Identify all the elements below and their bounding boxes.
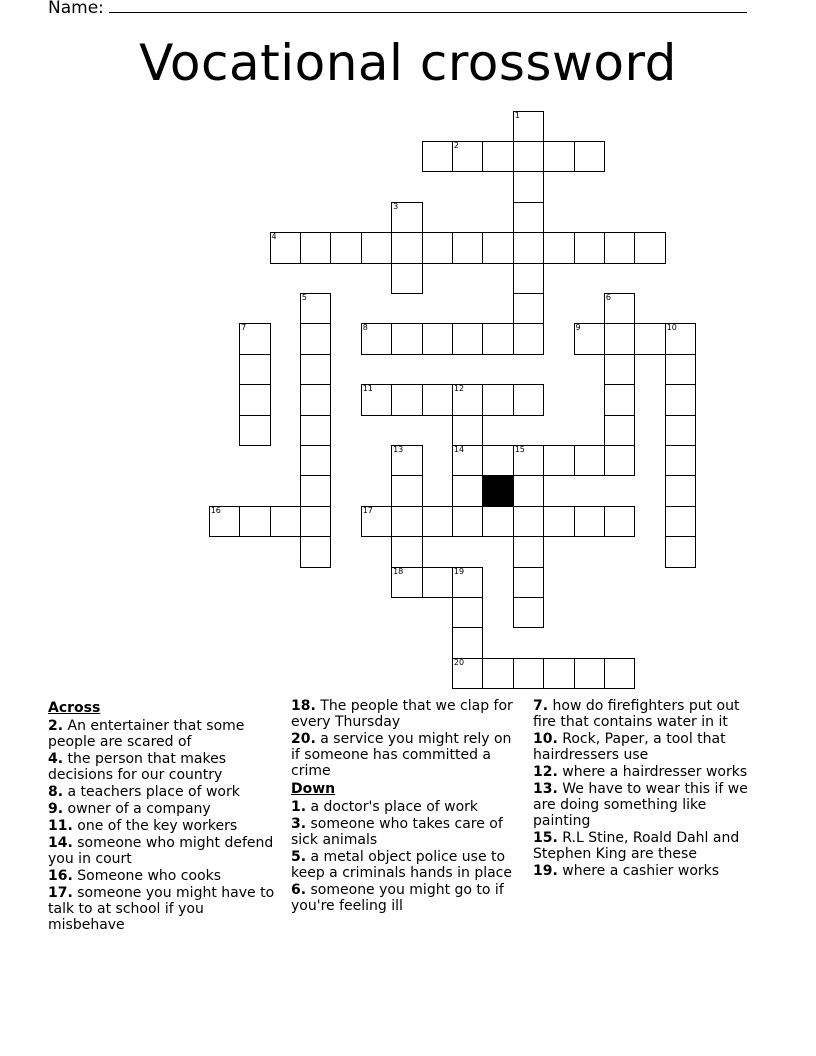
grid-cell[interactable] <box>513 475 545 507</box>
clue-number-label: 1. <box>291 799 307 815</box>
grid-cell[interactable] <box>604 384 636 416</box>
across-clue-list <box>48 718 280 933</box>
grid-cell[interactable] <box>300 506 332 538</box>
clue-number: 7 <box>241 323 247 333</box>
clue-text: someone you might go to if you're feeling ill <box>291 882 504 914</box>
clue-number: 1 <box>514 110 520 120</box>
grid-cell[interactable] <box>482 141 514 173</box>
grid-cell[interactable] <box>543 658 575 690</box>
grid-cell[interactable] <box>513 111 545 143</box>
clue-item <box>533 731 765 763</box>
clue-number: 9 <box>575 323 581 333</box>
clue-item <box>291 882 523 914</box>
grid-cell[interactable] <box>513 445 545 477</box>
clue-item <box>48 818 280 834</box>
clue-number-label: 2. <box>48 718 64 734</box>
grid-cell[interactable] <box>604 323 636 355</box>
grid-cell[interactable] <box>422 232 454 264</box>
clue-number-label: 20. <box>291 731 316 747</box>
grid-cell[interactable] <box>634 323 666 355</box>
grid-cell[interactable] <box>391 445 423 477</box>
grid-cell[interactable] <box>300 415 332 447</box>
grid-cell[interactable] <box>665 506 697 538</box>
grid-cell[interactable] <box>239 354 271 386</box>
grid-cell[interactable] <box>239 323 271 355</box>
clue-text: a service you might rely on if someone has committed a crime <box>291 731 512 779</box>
grid-cell[interactable] <box>391 506 423 538</box>
grid-cell[interactable] <box>422 141 454 173</box>
grid-cell[interactable] <box>239 415 271 447</box>
grid-cell[interactable] <box>513 202 545 234</box>
grid-cell[interactable] <box>452 475 484 507</box>
grid-cell[interactable] <box>543 232 575 264</box>
grid-cell[interactable] <box>482 658 514 690</box>
grid-cell[interactable] <box>482 445 514 477</box>
grid-cell[interactable] <box>574 445 606 477</box>
grid-cell[interactable] <box>513 597 545 629</box>
grid-cell[interactable] <box>270 506 302 538</box>
clue-text: the person that makes decisions for our country <box>48 751 226 783</box>
across-clue-list-continued <box>291 698 523 779</box>
grid-cell[interactable] <box>543 141 575 173</box>
grid-cell[interactable] <box>543 445 575 477</box>
clue-number: 19 <box>453 566 465 576</box>
clue-text: An entertainer that some people are scared of <box>48 718 245 750</box>
grid-cell[interactable] <box>513 384 545 416</box>
grid-cell[interactable] <box>482 323 514 355</box>
grid-cell[interactable] <box>665 536 697 568</box>
clue-number-label: 18. <box>291 698 316 714</box>
grid-cell[interactable] <box>452 567 484 599</box>
grid-cell[interactable] <box>391 567 423 599</box>
grid-cell[interactable] <box>270 232 302 264</box>
grid-cell[interactable] <box>604 445 636 477</box>
grid-cell[interactable] <box>452 445 484 477</box>
clue-number-label: 19. <box>533 863 558 879</box>
clue-item <box>48 784 280 800</box>
clue-text: a doctor's place of work <box>306 799 479 815</box>
clue-number-label: 8. <box>48 784 64 800</box>
clue-text: We have to wear this if we are doing something like painting <box>533 781 748 829</box>
grid-cell[interactable] <box>452 658 484 690</box>
grid-cell[interactable] <box>239 384 271 416</box>
clue-item <box>48 835 280 867</box>
clue-number: 10 <box>666 323 677 333</box>
grid-cell[interactable] <box>422 323 454 355</box>
clue-item <box>533 830 765 862</box>
down-heading: Down <box>291 781 336 797</box>
grid-cell[interactable] <box>300 445 332 477</box>
grid-cell[interactable] <box>391 263 423 295</box>
grid-cell[interactable] <box>452 141 484 173</box>
clue-item <box>48 751 280 783</box>
clue-number-label: 7. <box>533 698 549 714</box>
clue-text: Someone who cooks <box>72 868 222 884</box>
clue-item <box>48 885 280 933</box>
grid-cell[interactable] <box>513 263 545 295</box>
page-title: Vocational crossword <box>139 34 677 92</box>
clue-text: a metal object police use to keep a criminals hands in place <box>291 849 512 881</box>
clue-item <box>48 718 280 750</box>
grid-cell[interactable] <box>574 506 606 538</box>
clue-text: someone who might defend you in court <box>48 835 274 867</box>
grid-cell[interactable] <box>361 384 393 416</box>
clue-number: 18 <box>393 566 404 576</box>
grid-cell[interactable] <box>361 323 393 355</box>
clues-column-2 <box>291 698 523 915</box>
grid-cell[interactable] <box>300 293 332 325</box>
grid-cell[interactable] <box>391 384 423 416</box>
clue-number: 13 <box>393 444 404 454</box>
grid-cell[interactable] <box>452 384 484 416</box>
down-clue-list <box>291 799 523 914</box>
grid-cell[interactable] <box>422 384 454 416</box>
grid-cell[interactable] <box>513 506 545 538</box>
grid-cell[interactable] <box>574 658 606 690</box>
clue-text: The people that we clap for every Thursday <box>291 698 513 730</box>
grid-cell[interactable] <box>452 323 484 355</box>
clue-text: where a cashier works <box>557 863 720 879</box>
clue-number: 6 <box>605 292 611 302</box>
clue-text: Rock, Paper, a tool that hairdressers use <box>533 731 726 763</box>
down-clue-list-continued <box>533 698 765 879</box>
clue-number: 17 <box>362 505 373 515</box>
clue-number: 15 <box>514 444 525 454</box>
clue-number: 11 <box>362 384 373 394</box>
grid-cell[interactable] <box>452 506 484 538</box>
clue-number-label: 3. <box>291 816 307 832</box>
grid-cell[interactable] <box>513 232 545 264</box>
grid-cell[interactable] <box>604 658 636 690</box>
grid-cell[interactable] <box>665 354 697 386</box>
grid-cell[interactable] <box>574 232 606 264</box>
clue-number: 16 <box>210 505 221 515</box>
grid-cell[interactable] <box>452 597 484 629</box>
clue-item <box>291 698 523 730</box>
grid-cell[interactable] <box>604 415 636 447</box>
grid-cell[interactable] <box>574 141 606 173</box>
grid-cell[interactable] <box>300 536 332 568</box>
clue-number-label: 9. <box>48 801 64 817</box>
clue-number: 2 <box>453 140 459 150</box>
clue-number: 8 <box>362 323 368 333</box>
grid-cell[interactable] <box>391 202 423 234</box>
clue-text: a teachers place of work <box>63 784 240 800</box>
clue-item <box>48 801 280 817</box>
grid-cell[interactable] <box>391 475 423 507</box>
clue-number-label: 12. <box>533 764 558 780</box>
clue-number: 5 <box>301 292 307 302</box>
grid-cell[interactable] <box>422 567 454 599</box>
clue-number-label: 5. <box>291 849 307 865</box>
clues-column-1 <box>48 698 280 934</box>
grid-cell[interactable] <box>391 323 423 355</box>
clue-number-label: 11. <box>48 818 73 834</box>
grid-cell[interactable] <box>422 506 454 538</box>
grid-cell[interactable] <box>513 536 545 568</box>
clue-text: someone who takes care of sick animals <box>291 816 503 848</box>
clue-item <box>291 816 523 848</box>
grid-cell[interactable] <box>513 567 545 599</box>
clue-number: 14 <box>453 444 465 454</box>
clue-item <box>48 868 280 884</box>
black-cell <box>482 475 514 507</box>
name-label: Name: <box>48 0 104 18</box>
grid-cell[interactable] <box>604 232 636 264</box>
clue-item <box>291 849 523 881</box>
clue-text: one of the key workers <box>72 818 238 834</box>
grid-cell[interactable] <box>300 384 332 416</box>
grid-cell[interactable] <box>513 658 545 690</box>
grid-cell[interactable] <box>604 293 636 325</box>
grid-cell[interactable] <box>665 323 697 355</box>
grid-cell[interactable] <box>391 536 423 568</box>
clue-number-label: 16. <box>48 868 73 884</box>
clue-text: how do firefighters put out fire that contains water in it <box>533 698 740 730</box>
grid-cell[interactable] <box>513 171 545 203</box>
clue-item <box>291 799 523 815</box>
grid-cell[interactable] <box>361 232 393 264</box>
grid-cell[interactable] <box>482 506 514 538</box>
clue-number-label: 13. <box>533 781 558 797</box>
grid-cell[interactable] <box>452 415 484 447</box>
grid-cell[interactable] <box>300 475 332 507</box>
grid-cell[interactable] <box>574 323 606 355</box>
grid-cell[interactable] <box>452 627 484 659</box>
clue-number-label: 17. <box>48 885 73 901</box>
clue-number-label: 6. <box>291 882 307 898</box>
clue-number: 4 <box>271 232 277 242</box>
clue-text: where a hairdresser works <box>557 764 748 780</box>
clue-item <box>533 863 765 879</box>
clue-number: 12 <box>453 384 465 394</box>
grid-cell[interactable] <box>634 232 666 264</box>
grid-cell[interactable] <box>209 506 241 538</box>
grid-cell[interactable] <box>513 293 545 325</box>
clue-text: someone you might have to talk to at school if you misbehave <box>48 885 275 933</box>
grid-cell[interactable] <box>452 232 484 264</box>
grid-cell[interactable] <box>361 506 393 538</box>
grid-cell[interactable] <box>300 354 332 386</box>
grid-cell[interactable] <box>391 232 423 264</box>
across-heading: Across <box>48 700 101 716</box>
clue-text: owner of a company <box>63 801 211 817</box>
grid-cell[interactable] <box>513 141 545 173</box>
grid-cell[interactable] <box>330 232 362 264</box>
clues-column-3 <box>533 698 765 880</box>
grid-cell[interactable] <box>482 232 514 264</box>
grid-cell[interactable] <box>239 506 271 538</box>
clue-item <box>533 764 765 780</box>
grid-cell[interactable] <box>543 506 575 538</box>
clue-number-label: 14. <box>48 835 73 851</box>
grid-cell[interactable] <box>604 354 636 386</box>
grid-cell[interactable] <box>513 323 545 355</box>
clue-number-label: 15. <box>533 830 558 846</box>
grid-cell[interactable] <box>300 232 332 264</box>
grid-cell[interactable] <box>665 475 697 507</box>
grid-cell[interactable] <box>665 445 697 477</box>
clue-item <box>291 731 523 779</box>
clue-number-label: 10. <box>533 731 558 747</box>
clue-number: 3 <box>393 201 399 211</box>
clue-text: R.L Stine, Roald Dahl and Stephen King are these <box>533 830 740 862</box>
clue-number-label: 4. <box>48 751 64 767</box>
grid-cell[interactable] <box>604 506 636 538</box>
grid-cell[interactable] <box>482 384 514 416</box>
clue-item <box>533 781 765 829</box>
grid-cell[interactable] <box>300 323 332 355</box>
clue-number: 20 <box>453 657 465 667</box>
grid-cell[interactable] <box>665 384 697 416</box>
grid-cell[interactable] <box>665 415 697 447</box>
clue-item <box>533 698 765 730</box>
